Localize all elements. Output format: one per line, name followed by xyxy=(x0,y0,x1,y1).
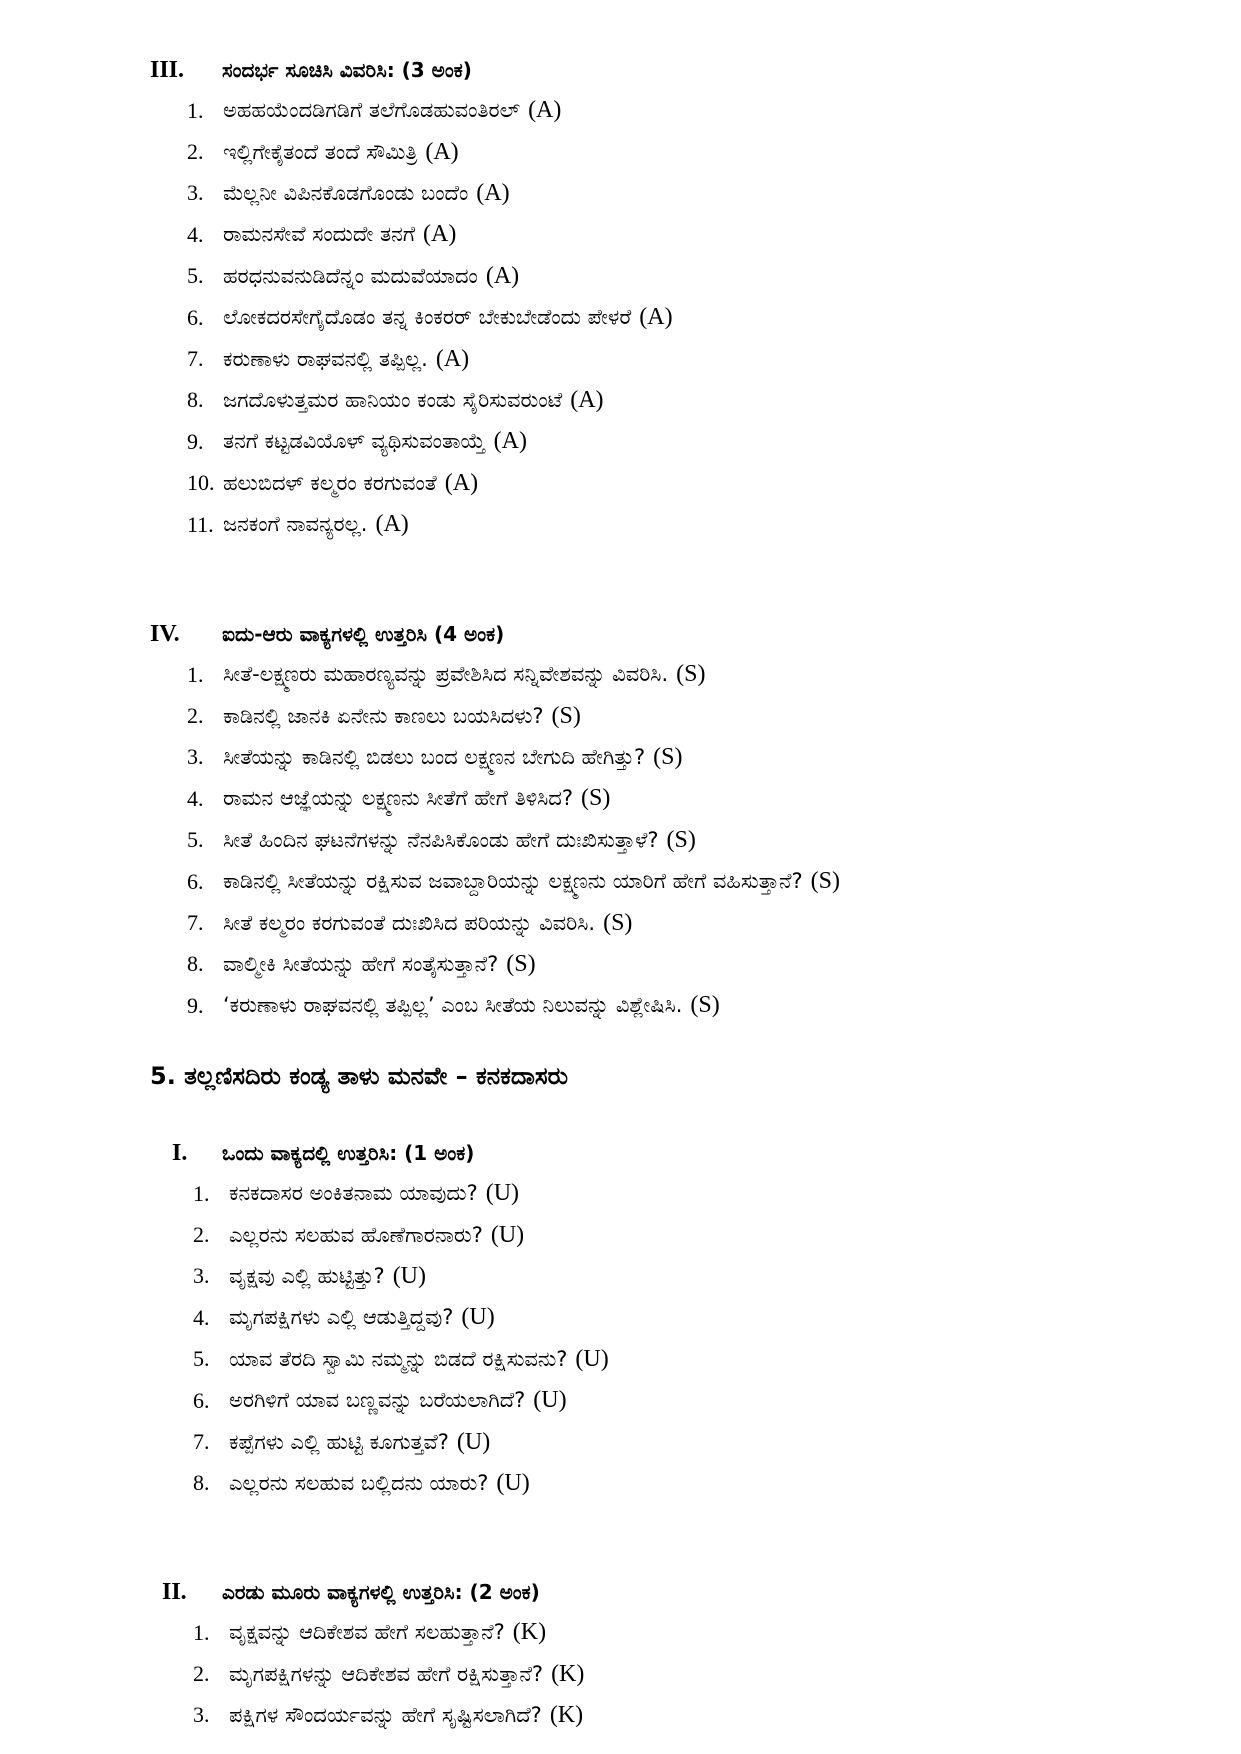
question-item xyxy=(193,1380,1241,1421)
question-text: ಅಹಹಯೆಂದಡಿಗಡಿಗೆ ತಲೆಗೊಡಹುವಂತಿರಲ್ xyxy=(223,98,521,123)
section-heading xyxy=(0,1135,1241,1171)
question-number: 5. xyxy=(187,827,204,853)
question-item xyxy=(187,820,1241,861)
section-number: III. xyxy=(150,56,185,83)
question-text: ಮೆಲ್ಲನೀ ವಿಪಿನಕೊಡಗೊಂಡು ಬಂದೆಂ xyxy=(223,180,469,205)
question-item xyxy=(187,421,1241,462)
question-number: 10. xyxy=(187,470,215,496)
question-number: 5. xyxy=(187,263,204,289)
question-level-tag: (U) xyxy=(485,1180,520,1207)
section-heading xyxy=(0,1574,1241,1610)
question-text: ರಾಮನಸೇವೆ ಸಂದುದೇ ತನಗೆ xyxy=(223,222,416,247)
question-item xyxy=(187,256,1241,297)
question-number: 7. xyxy=(187,346,204,372)
section-number: I. xyxy=(172,1139,188,1166)
question-item xyxy=(193,1339,1241,1380)
question-item xyxy=(187,90,1241,131)
question-level-tag: (K) xyxy=(549,1701,584,1728)
question-number: 1. xyxy=(193,1619,210,1645)
question-item xyxy=(187,297,1241,338)
question-text: ಕಾಡಿನಲ್ಲಿ ಜಾನಕಿ ಏನೇನು ಕಾಣಲು ಬಯಸಿದಳು? xyxy=(223,703,544,728)
question-level-tag: (A) xyxy=(570,386,604,413)
question-item xyxy=(193,1421,1241,1462)
question-number: 7. xyxy=(193,1429,210,1455)
question-item xyxy=(187,654,1241,695)
question-text: ವಾಲ್ಮೀಕಿ ಸೀತೆಯನ್ನು ಹೇಗೆ ಸಂತೈಸುತ್ತಾನೆ? xyxy=(223,951,499,976)
question-number: 2. xyxy=(193,1661,210,1687)
question-level-tag: (S) xyxy=(810,868,841,895)
question-number: 4. xyxy=(187,221,204,247)
question-item xyxy=(187,737,1241,778)
question-text: ಇಲ್ಲಿಗೇಕೈತಂದೆ ತಂದೆ ಸೌಮಿತ್ರಿ xyxy=(223,139,418,164)
question-item xyxy=(193,1612,1241,1653)
question-item xyxy=(193,1463,1241,1504)
question-level-tag: (K) xyxy=(551,1660,585,1687)
question-text: ಸೀತೆಯನ್ನು ಕಾಡಿನಲ್ಲಿ ಬಿಡಲು ಬಂದ ಲಕ್ಷ್ಮಣನ ಬೇಗುದಿ ಹೇಗಿತ್ತು? xyxy=(223,744,646,769)
question-text: ಹಲುಬಿದಳ್ ಕಲ್ಮರಂ ಕರಗುವಂತೆ xyxy=(223,470,437,495)
question-item xyxy=(187,504,1241,545)
section-heading xyxy=(0,616,1241,652)
question-level-tag: (S) xyxy=(690,992,720,1019)
question-number: 6. xyxy=(187,304,204,330)
question-item xyxy=(193,1695,1241,1736)
question-level-tag: (U) xyxy=(575,1345,609,1372)
question-list xyxy=(0,1173,1241,1504)
question-level-tag: (S) xyxy=(653,743,683,770)
lesson5-section-i xyxy=(0,1135,1241,1504)
question-text: ಅರಗಿಳಿಗೆ ಯಾವ ಬಣ್ಣವನ್ನು ಬರೆಯಲಾಗಿದೆ? xyxy=(229,1388,526,1413)
section-number: IV. xyxy=(150,620,180,647)
question-number: 4. xyxy=(187,785,204,811)
question-item xyxy=(187,131,1241,172)
question-list xyxy=(0,1612,1241,1736)
question-item xyxy=(193,1297,1241,1338)
question-item xyxy=(193,1214,1241,1255)
question-text: ಲೋಕದರಸೇಗೈದೊಡಂ ತನ್ನ ಕಿಂಕರರ್ ಬೇಕುಬೇಡೆಂದು ಪೇಳರೆ xyxy=(223,305,632,330)
question-text: ಎಲ್ಲರನು ಸಲಹುವ ಹೊಣೆಗಾರನಾರು? xyxy=(229,1222,483,1247)
question-level-tag: (S) xyxy=(506,950,536,977)
question-level-tag: (S) xyxy=(581,785,611,812)
lesson-title: 5. ತಲ್ಲಣಿಸದಿರು ಕಂಡ್ಯ ತಾಳು ಮನವೇ – ಕನಕದಾಸರು xyxy=(150,1062,568,1090)
question-level-tag: (A) xyxy=(375,511,409,538)
question-level-tag: (S) xyxy=(551,702,581,729)
question-text: ಕನಕದಾಸರ ಅಂಕಿತನಾಮ ಯಾವುದು? xyxy=(229,1181,478,1206)
question-number: 1. xyxy=(187,97,204,123)
question-number: 5. xyxy=(193,1346,210,1372)
question-text: ಸೀತೆ-ಲಕ್ಷ್ಮಣರು ಮಹಾರಣ್ಯವನ್ನು ಪ್ರವೇಶಿಸಿದ ಸನ್ನಿವೇಶವನ್ನು ವಿವರಿಸಿ. xyxy=(223,662,669,687)
question-level-tag: (A) xyxy=(493,428,527,455)
question-level-tag: (S) xyxy=(676,661,706,688)
question-level-tag: (K) xyxy=(512,1619,547,1646)
question-item xyxy=(187,861,1241,902)
question-number: 9. xyxy=(187,992,204,1018)
lesson-heading xyxy=(150,1056,568,1096)
question-text: ಸೀತೆ ಕಲ್ಮರಂ ಕರಗುವಂತೆ ದುಃಖಿಸಿದ ಪರಿಯನ್ನು ವಿವರಿಸಿ. xyxy=(223,910,596,935)
question-item xyxy=(187,985,1241,1026)
question-item xyxy=(187,778,1241,819)
question-text: ಕಪ್ಪೆಗಳು ಎಲ್ಲಿ ಹುಟ್ಟಿ ಕೂಗುತ್ತವೆ? xyxy=(229,1429,449,1454)
question-level-tag: (S) xyxy=(666,826,696,853)
question-item xyxy=(193,1256,1241,1297)
question-text: ಎಲ್ಲರನು ಸಲಹುವ ಬಲ್ಲಿದನು ಯಾರು? xyxy=(229,1470,489,1495)
question-list xyxy=(0,90,1241,545)
question-number: 8. xyxy=(187,387,204,413)
question-number: 2. xyxy=(193,1222,210,1248)
question-level-tag: (S) xyxy=(603,909,633,936)
question-number: 9. xyxy=(187,428,204,454)
question-text: ರಾಮನ ಆಜ್ಞೆಯನ್ನು ಲಕ್ಷ್ಮಣನು ಸೀತೆಗೆ ಹೇಗೆ ತಿಳಿಸಿದ? xyxy=(223,786,574,811)
question-level-tag: (A) xyxy=(476,179,510,206)
section-title: ಐದು-ಆರು ವಾಕ್ಯಗಳಲ್ಲಿ ಉತ್ತರಿಸಿ (4 ಅಂಕ) xyxy=(222,622,505,646)
question-level-tag: (U) xyxy=(392,1262,427,1289)
question-text: ಕಾಡಿನಲ್ಲಿ ಸೀತೆಯನ್ನು ರಕ್ಷಿಸುವ ಜವಾಬ್ದಾರಿಯನ್ನು ಲಕ್ಷ್ಮಣನು ಯಾರಿಗೆ ಹೇಗೆ ವಹಿಸುತ್ತಾನೆ? xyxy=(223,869,803,894)
question-level-tag: (U) xyxy=(496,1469,530,1496)
question-level-tag: (A) xyxy=(528,97,562,124)
question-text: ಮೃಗಪಕ್ಷಿಗಳು ಎಲ್ಲಿ ಆಡುತ್ತಿದ್ದವು? xyxy=(229,1305,454,1330)
question-text: ಸೀತೆ ಹಿಂದಿನ ಘಟನೆಗಳನ್ನು ನೆನಪಿಸಿಕೊಂಡು ಹೇಗೆ ದುಃಖಿಸುತ್ತಾಳೆ? xyxy=(223,827,659,852)
question-item xyxy=(187,944,1241,985)
question-level-tag: (A) xyxy=(639,304,673,331)
section-title: ಸಂದರ್ಭ ಸೂಚಿಸಿ ವಿವರಿಸಿ: (3 ಅಂಕ) xyxy=(222,58,472,82)
question-text: ವೃಕ್ಷವು ಎಲ್ಲಿ ಹುಟ್ಟಿತ್ತು? xyxy=(229,1263,385,1288)
question-text: ಮೃಗಪಕ್ಷಿಗಳನ್ನು ಆದಿಕೇಶವ ಹೇಗೆ ರಕ್ಷಿಸುತ್ತಾನೆ? xyxy=(229,1661,544,1686)
question-number: 8. xyxy=(193,1470,210,1496)
question-number: 8. xyxy=(187,951,204,977)
question-item xyxy=(187,380,1241,421)
question-text: ಪಕ್ಷಿಗಳ ಸೌಂದರ್ಯವನ್ನು ಹೇಗೆ ಸೃಷ್ಟಿಸಲಾಗಿದೆ? xyxy=(229,1702,542,1727)
question-item xyxy=(187,695,1241,736)
question-number: 1. xyxy=(193,1180,210,1206)
question-level-tag: (U) xyxy=(533,1387,567,1414)
question-item xyxy=(187,338,1241,379)
question-level-tag: (U) xyxy=(456,1428,491,1455)
section-iii xyxy=(0,52,1241,545)
question-list xyxy=(0,654,1241,1027)
question-item xyxy=(193,1173,1241,1214)
question-number: 3. xyxy=(187,180,204,206)
question-text: ‘ಕರುಣಾಳು ರಾಘವನಲ್ಲಿ ತಪ್ಪಿಲ್ಲ’ ಎಂಬ ಸೀತೆಯ ನಿಲುವನ್ನು ವಿಶ್ಲೇಷಿಸಿ. xyxy=(223,993,683,1018)
question-text: ಕರುಣಾಳು ರಾಘವನಲ್ಲಿ ತಪ್ಪಿಲ್ಲ. xyxy=(223,346,428,371)
question-item xyxy=(193,1653,1241,1694)
section-heading xyxy=(0,52,1241,88)
question-text: ಯಾವ ತೆರದಿ ಸ್ವಾಮಿ ನಮ್ಮನ್ನು ಬಿಡದೆ ರಕ್ಷಿಸುವನು? xyxy=(229,1346,568,1371)
question-number: 1. xyxy=(187,661,204,687)
question-number: 3. xyxy=(193,1263,210,1289)
question-item xyxy=(187,214,1241,255)
question-number: 7. xyxy=(187,910,204,936)
question-level-tag: (A) xyxy=(485,262,520,289)
question-level-tag: (A) xyxy=(425,138,459,165)
question-level-tag: (U) xyxy=(490,1221,525,1248)
lesson5-section-ii xyxy=(0,1574,1241,1736)
question-number: 3. xyxy=(187,744,204,770)
question-text: ಜನಕಂಗೆ ನಾವನ್ಯರಲ್ಲ. xyxy=(223,512,368,537)
question-text: ತನಗೆ ಕಟ್ಟಡವಿಯೊಳ್ ವ್ಯಥಿಸುವಂತಾಯ್ತೆ xyxy=(223,429,486,454)
question-item xyxy=(187,463,1241,504)
question-level-tag: (U) xyxy=(461,1304,495,1331)
question-number: 3. xyxy=(193,1702,210,1728)
section-title: ಎರಡು ಮೂರು ವಾಕ್ಯಗಳಲ್ಲಿ ಉತ್ತರಿಸಿ: (2 ಅಂಕ) xyxy=(222,1580,540,1604)
question-number: 6. xyxy=(187,868,204,894)
question-number: 4. xyxy=(193,1304,210,1330)
section-iv xyxy=(0,616,1241,1027)
question-level-tag: (A) xyxy=(444,469,479,496)
question-text: ಜಗದೊಳುತ್ತಮರ ಹಾನಿಯಂ ಕಂಡು ಸೈರಿಸುವರುಂಟೆ xyxy=(223,387,563,412)
section-title: ಒಂದು ವಾಕ್ಯದಲ್ಲಿ ಉತ್ತರಿಸಿ: (1 ಅಂಕ) xyxy=(222,1141,475,1165)
question-level-tag: (A) xyxy=(435,345,470,372)
question-item xyxy=(187,902,1241,943)
question-number: 2. xyxy=(187,139,204,165)
question-text: ಹರಧನುವನುಡಿದೆನ್ನಂ ಮದುವೆಯಾದಂ xyxy=(223,263,478,288)
question-text: ವೃಕ್ಷವನ್ನು ಆದಿಕೇಶವ ಹೇಗೆ ಸಲಹುತ್ತಾನೆ? xyxy=(229,1620,505,1645)
question-number: 2. xyxy=(187,703,204,729)
question-item xyxy=(187,173,1241,214)
section-number: II. xyxy=(162,1578,187,1605)
question-number: 11. xyxy=(187,511,214,537)
question-number: 6. xyxy=(193,1387,210,1413)
question-level-tag: (A) xyxy=(423,221,457,248)
